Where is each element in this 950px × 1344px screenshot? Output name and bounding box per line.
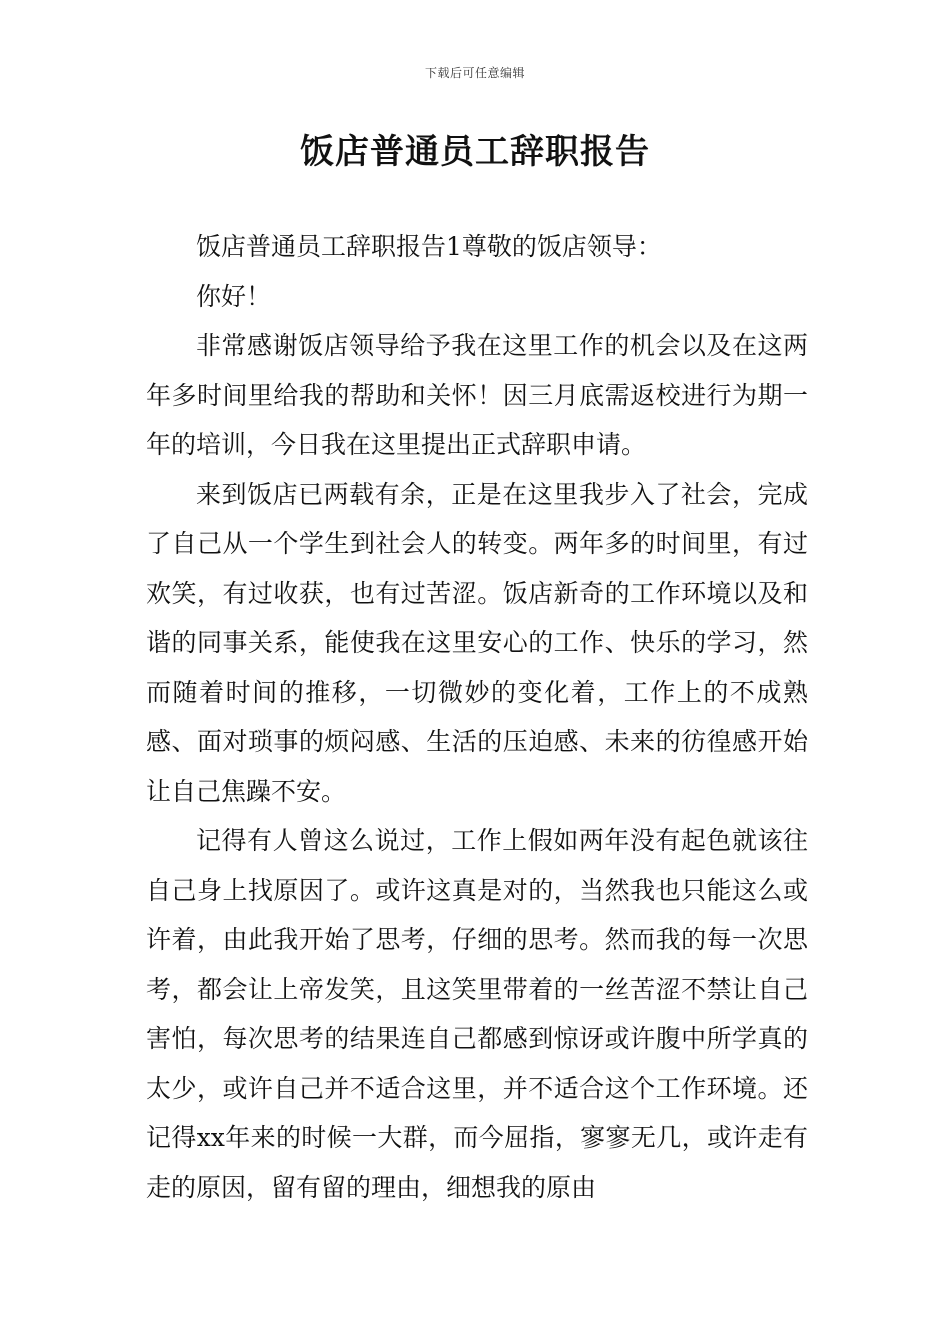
paragraph-reflection: 记得有人曾这么说过，工作上假如两年没有起色就该往自己身上找原因了。或许这真是对的，当然我也只能这么或许着，由此我开始了思考，仔细的思考。然而我的每一次思考，都会让上帝发笑，且这笑里带着的一丝苦涩不禁让自己害怕，每次思考的结果连自己都感到惊讶或许腹中所学真的太少，或许自己并不适合这里，并不适合这个工作环境。还记得xx年来的时候一大群，而今屈指，寥寥无几，或许走有走的原因，留有留的理由，细想我的原由 [146,826,808,1202]
paragraph-thanks: 非常感谢饭店领导给予我在这里工作的机会以及在这两年多时间里给我的帮助和关怀！因三月底需返校进行为期一年的培训，今日我在这里提出正式辞职申请。 [146,331,808,459]
paragraph-salutation: 饭店普通员工辞职报告1尊敬的饭店领导： [196,232,662,261]
paragraph-experience: 来到饭店已两载有余，正是在这里我步入了社会，完成了自己从一个学生到社会人的转变。两年多的时间里，有过欢笑，有过收获，也有过苦涩。饭店新奇的工作环境以及和谐的同事关系，能使我在这里安心的工作、快乐的学习，然而随着时间的推移，一切微妙的变化着，工作上的不成熟感、面对琐事的烦闷感、生活的压迫感、未来的彷徨感开始让自己焦躁不安。 [146,479,808,806]
document-body [146,222,808,1212]
paragraph-greeting: 你好！ [196,281,272,311]
document-title: 饭店普通员工辞职报告 [300,132,650,172]
header-note: 下载后可任意编辑 [424,66,525,80]
